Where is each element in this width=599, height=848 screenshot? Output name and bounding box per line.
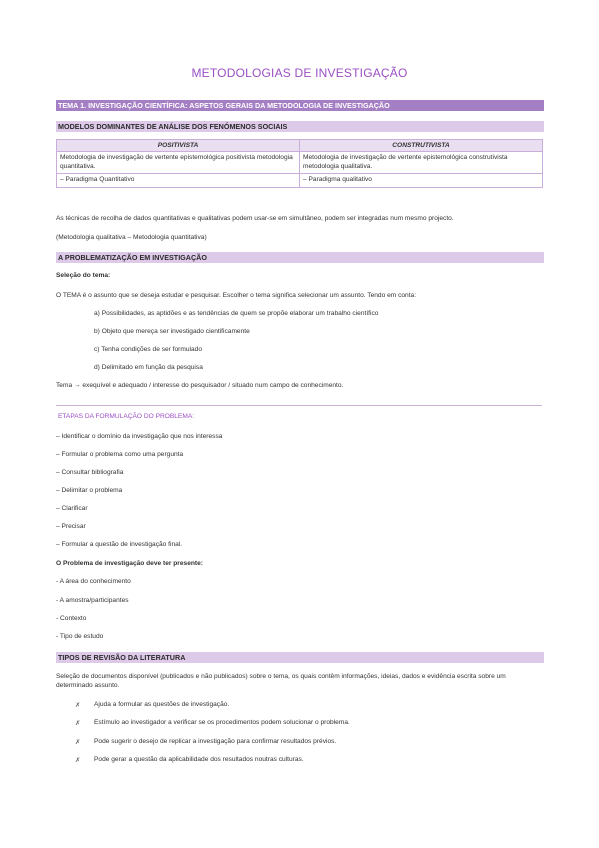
table-cell: Metodologia de investigação de vertente epistemológica construtivista metodologia qualitativa.: [300, 152, 543, 174]
table-row: [57, 174, 543, 188]
theme-band: TEMA 1. INVESTIGAÇÃO CIENTÍFICA: ASPETOS GERAIS DA METODOLOGIA DE INVESTIGAÇÃO: [56, 100, 544, 111]
theme-criterion: d) Delimitado em função da pesquisa: [94, 364, 203, 371]
theme-selection-heading: Seleção do tema:: [56, 272, 111, 279]
problem-heading: O Problema de investigação deve ter presente:: [56, 560, 203, 567]
stage-item: – Delimitar o problema: [56, 487, 123, 494]
problem-item: - Contexto: [56, 615, 87, 622]
theme-intro: O TEMA é o assunto que se deseja estudar e pesquisar. Escolher o tema significa selecionar um assunto. Tendo em conta:: [56, 292, 417, 299]
problem-item: - A área do conhecimento: [56, 578, 131, 585]
methodology-note: (Metodologia qualitativa – Metodologia quantitativa): [56, 234, 207, 241]
divider: [56, 405, 542, 406]
stage-item: – Clarificar: [56, 505, 88, 512]
stage-item: – Identificar o domínio da investigação que nos interessa: [56, 433, 223, 440]
literature-point: Ajuda a formular as questões de investigação.: [94, 701, 230, 708]
models-header-row: [57, 140, 543, 152]
cross-bullet-icon: ✗: [75, 702, 81, 709]
theme-criterion: b) Objeto que mereça ser investigado cientificamente: [94, 328, 250, 335]
stage-item: – Formular a questão de investigação final.: [56, 541, 183, 548]
models-table: [56, 139, 543, 188]
stage-item: – Formular o problema como uma pergunta: [56, 451, 184, 458]
table-cell: – Paradigma Quantitativo: [57, 174, 300, 188]
header-positivista: POSITIVISTA: [57, 140, 300, 152]
models-band: MODELOS DOMINANTES DE ANÁLISE DOS FENÓMENOS SOCIAIS: [56, 121, 544, 132]
theme-criterion: a) Possibilidades, as aptidões e as tendências de quem se propõe elaborar um trabalho científico: [94, 310, 379, 317]
cross-bullet-icon: ✗: [75, 757, 81, 764]
literature-point: Estímulo ao investigador a verificar se os procedimentos podem solucionar o problema.: [94, 719, 350, 726]
theme-criterion: c) Tenha condições de ser formulado: [94, 346, 203, 353]
techniques-text: As técnicas de recolha de dados quantitativas e qualitativas podem usar-se em simultâneo, podem ser integradas num mesmo projecto.: [56, 215, 454, 222]
table-row: [57, 152, 543, 174]
literature-point: Pode gerar a questão da aplicabilidade dos resultados noutras culturas.: [94, 756, 304, 763]
literature-point: Pode sugerir o desejo de replicar a investigação para confirmar resultados prévios.: [94, 738, 337, 745]
stages-heading: ETAPAS DA FORMULAÇÃO DO PROBLEMA:: [58, 413, 195, 420]
cross-bullet-icon: ✗: [75, 720, 81, 727]
literature-intro: Seleção de documentos disponível (publicados e não publicados) sobre o tema, os quais contêm informações, ideias, dados e evidência escrita sobre um determinado assunto.: [56, 673, 506, 689]
table-cell: Metodologia de investigação de vertente epistemológica positivista metodologia quantitativa.: [57, 152, 300, 174]
cross-bullet-icon: ✗: [75, 739, 81, 746]
problematization-band: A PROBLEMATIZAÇÃO EM INVESTIGAÇÃO: [56, 252, 544, 263]
problem-item: - A amostra/participantes: [56, 597, 129, 604]
document-title: METODOLOGIAS DE INVESTIGAÇÃO: [191, 66, 408, 80]
stage-item: – Consultar bibliografia: [56, 469, 124, 476]
literature-band: TIPOS DE REVISÃO DA LITERATURA: [56, 652, 544, 663]
table-cell: – Paradigma qualitativo: [300, 174, 543, 188]
header-construtivista: CONSTRUTIVISTA: [300, 140, 543, 152]
problem-item: - Tipo de estudo: [56, 633, 104, 640]
stage-item: – Precisar: [56, 523, 86, 530]
theme-summary: Tema → exequível e adequado / interesse do pesquisador / situado num campo de conhecimento.: [56, 382, 344, 389]
